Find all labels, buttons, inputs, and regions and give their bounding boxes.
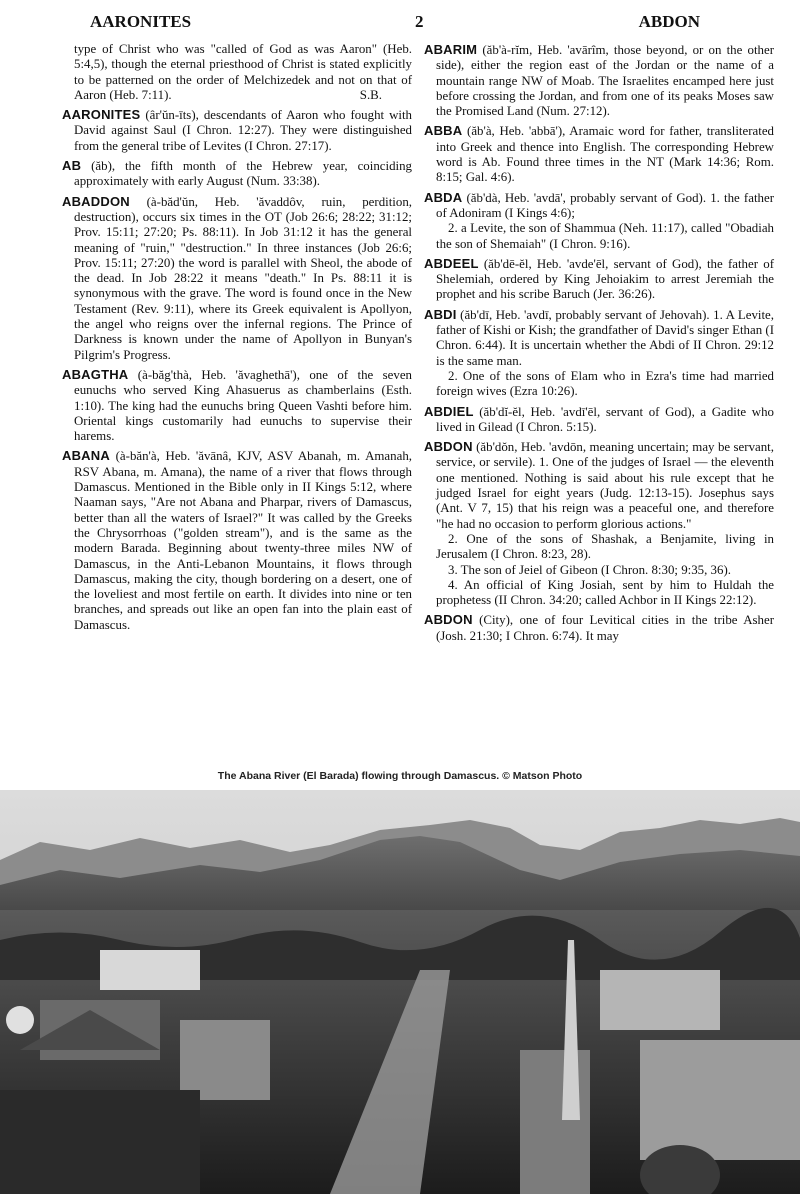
entry-body: (ăb'dī, Heb. 'avdī, probably servant of Jehovah). 1. A Levite, father of Kishi or Kish; the grandfather of David's singer Ethan (I Chron. 6:44). It is uncertain whether the Abdi of II Chron. 29:12 is the same man. [436,307,774,368]
headword: ABBA [424,123,463,139]
headword: ABADDON [62,193,130,209]
page-number: 2 [415,12,424,31]
entry-abda [424,190,774,252]
entry-ab [62,158,412,190]
right-guide-word: ABDON [638,12,700,31]
photo-illustration [0,790,800,1194]
building [640,1040,800,1160]
entry-abdiel [424,404,774,436]
headword: ABDA [424,189,463,205]
entry-body: (ăb'à-rĭm, Heb. 'avārîm, those beyond, or on the other side), either the region east of the Jordan or the name of a mountain range NW of Moab. The Israelites encamped here just before crossing the Jordan, and from one of its peaks Moses saw the Promised Land (Num. 27:12). [436,43,774,119]
right-column [424,42,774,648]
entry-abarim [424,42,774,119]
building [180,1020,270,1100]
headword: ABDI [424,306,457,322]
headword: ABANA [62,448,110,464]
headword: ABAGTHA [62,366,129,382]
entry-abdi [424,307,774,400]
entry-abana [62,448,412,633]
entry-subsense: 4. An official of King Josiah, sent by him to Huldah the prophetess (II Chron. 34:20; called Achbor in II Kings 22:12). [436,577,774,608]
continued-text: type of Christ who was "called of God as was Aaron" (Heb. 5:4,5), though the eternal priesthood of Christ is stated explicitly to be patterned on the order of Melchizedek and not on that of Aaron (Heb. 7:11). [74,42,412,102]
entry-abaddon [62,194,412,363]
headword: ABDIEL [424,403,474,419]
entry-subsense: 2. One of the sons of Shashak, a Benjamite, living in Jerusalem (I Chron. 8:23, 28). [436,531,774,562]
building [520,1050,590,1194]
author-signature: S.B. [359,87,382,102]
damascus-photo [0,790,800,1194]
entry-abdon [424,439,774,608]
headword: ABDEEL [424,255,479,271]
entry-body: (ăb'dà, Heb. 'avdā', probably servant of God). 1. the father of Adoniram (I Kings 4:6); [436,190,774,220]
entry-body: (âr'ŭn-īts), descendants of Aaron who fought with David against Saul (I Chron. 12:27). They were distinguished from the general tribe of Levites (I Chron. 27:17). [74,108,412,153]
entry-abagtha [62,367,412,444]
entry-body: (à-băg'thà, Heb. 'ăvaghethā'), one of the seven eunuchs who served King Ahasuerus as chamberlains (Esth. 1:10). The king had the eunuchs bring Queen Vashti before him. Oriental kings customarily had eunuchs to supervise their harems. [74,367,412,444]
entry-body: (à-băd'ŭn, Heb. 'ăvaddôv, ruin, perdition, destruction), occurs six times in the OT (Job 26:6; 28:22; 31:12; Prov. 15:11; 27:20; Ps. 88:11). In Job 31:12 it has the general meaning of "ruin," "destruction." In three instances (Job 26:6; Prov. 15:11; 27:20) the word is parallel with Sheol, the abode of the dead. In Job 28:22 it means "death." In Ps. 88:11 it is synonymous with the grave. The word is found once in the New Testament (Rev. 9:11), where its Greek equivalent is Apollyon, the angel who reigns over the infernal regions. The Prince of Darkness is known under the name of Apollyon in Bunyan's Pilgrim's Progress. [74,194,412,362]
entry-abdon-city [424,612,774,644]
dome [6,1006,34,1034]
entry-body: (à-băn'à, Heb. 'ăvānâ, KJV, ASV Abanah, m. Amanah, RSV Abana, m. Amana), the name of a river that flows through Damascus. Mentioned in the Bible only in II Kings 5:12, where Naaman says, "Are not Abana and Pharpar, rivers of Damascus, better than all the waters of Israel?" It was called by the Greeks the Chrysorrhoas ("golden stream"), and is the same as the modern Barada. Beginning about twenty-three miles NW of Damascus, in the Anti-Lebanon Mountains, it flows through Damascus, making the city, though bordering on a desert, one of the loveliest and most fertile on earth. It divides into nine or ten branches, and spreads out like an open fan into the plain east of Damascus. [74,449,412,632]
entry-abba [424,123,774,185]
entry-abdeel [424,256,774,303]
entry-body: (ăb), the fifth month of the Hebrew year, coinciding approximately with early August (Num. 33:38). [74,159,412,189]
left-guide-word: AARONITES [90,12,192,31]
continued-entry [62,42,412,103]
entry-subsense: 3. The son of Jeiel of Gibeon (I Chron. 8:30; 9:35, 36). [448,562,731,577]
headword: AB [62,158,82,174]
headword: ABARIM [424,42,478,57]
headword: ABDON [424,612,473,628]
entry-body: (City), one of four Levitical cities in the tribe Asher (Josh. 21:30; I Chron. 6:74). It may [436,613,774,643]
entry-subsense: 2. One of the sons of Elam who in Ezra's time had married foreign wives (Ezra 10:26). [436,368,774,399]
building [100,950,200,990]
photo-caption: The Abana River (El Barada) flowing through Damascus. © Matson Photo [217,770,583,782]
entry-body: (ăb'dē-ĕl, Heb. 'avde'ēl, servant of God), the father of Shelemiah, ordered by King Jehoiakim to arrest Jeremiah the prophet and his scribe Baruch (Jer. 36:26). [436,256,774,302]
headword: ABDON [424,439,473,455]
left-column [62,42,412,637]
entry-body: (ăb'à, Heb. 'abbā'), Aramaic word for father, transliterated into Greek and thence into English. The corresponding Hebrew word is Ab. Found three times in the NT (Mark 14:36; Rom. 8:15; Gal. 4:6). [436,124,774,185]
building [600,970,720,1030]
entry-subsense: 2. a Levite, the son of Shammua (Neh. 11:17), called "Obadiah the son of Shemaiah" (I Chron. 9:16). [436,221,774,251]
entry-body: (ăb'dŏn, Heb. 'avdōn, meaning uncertain; may be servant, service, or servile). 1. One of the judges of Israel — the eleventh one mentioned. Nothing is said about his rule except that he judged Israel for eight years (Judg. 12:13-15). Josephus says (Ant. V 7, 15) that his reign was a peaceful one, and therefore "he had no occasion to perform glorious actions." [436,440,774,531]
headword: AARONITES [62,107,141,123]
building [0,1090,200,1194]
entry-body: (ăb'dĭ-ĕl, Heb. 'avdī'ēl, servant of God), a Gadite who lived in Gilead (I Chron. 5:15). [436,404,774,434]
page-header [30,12,770,36]
entry-aaronites [62,107,412,154]
